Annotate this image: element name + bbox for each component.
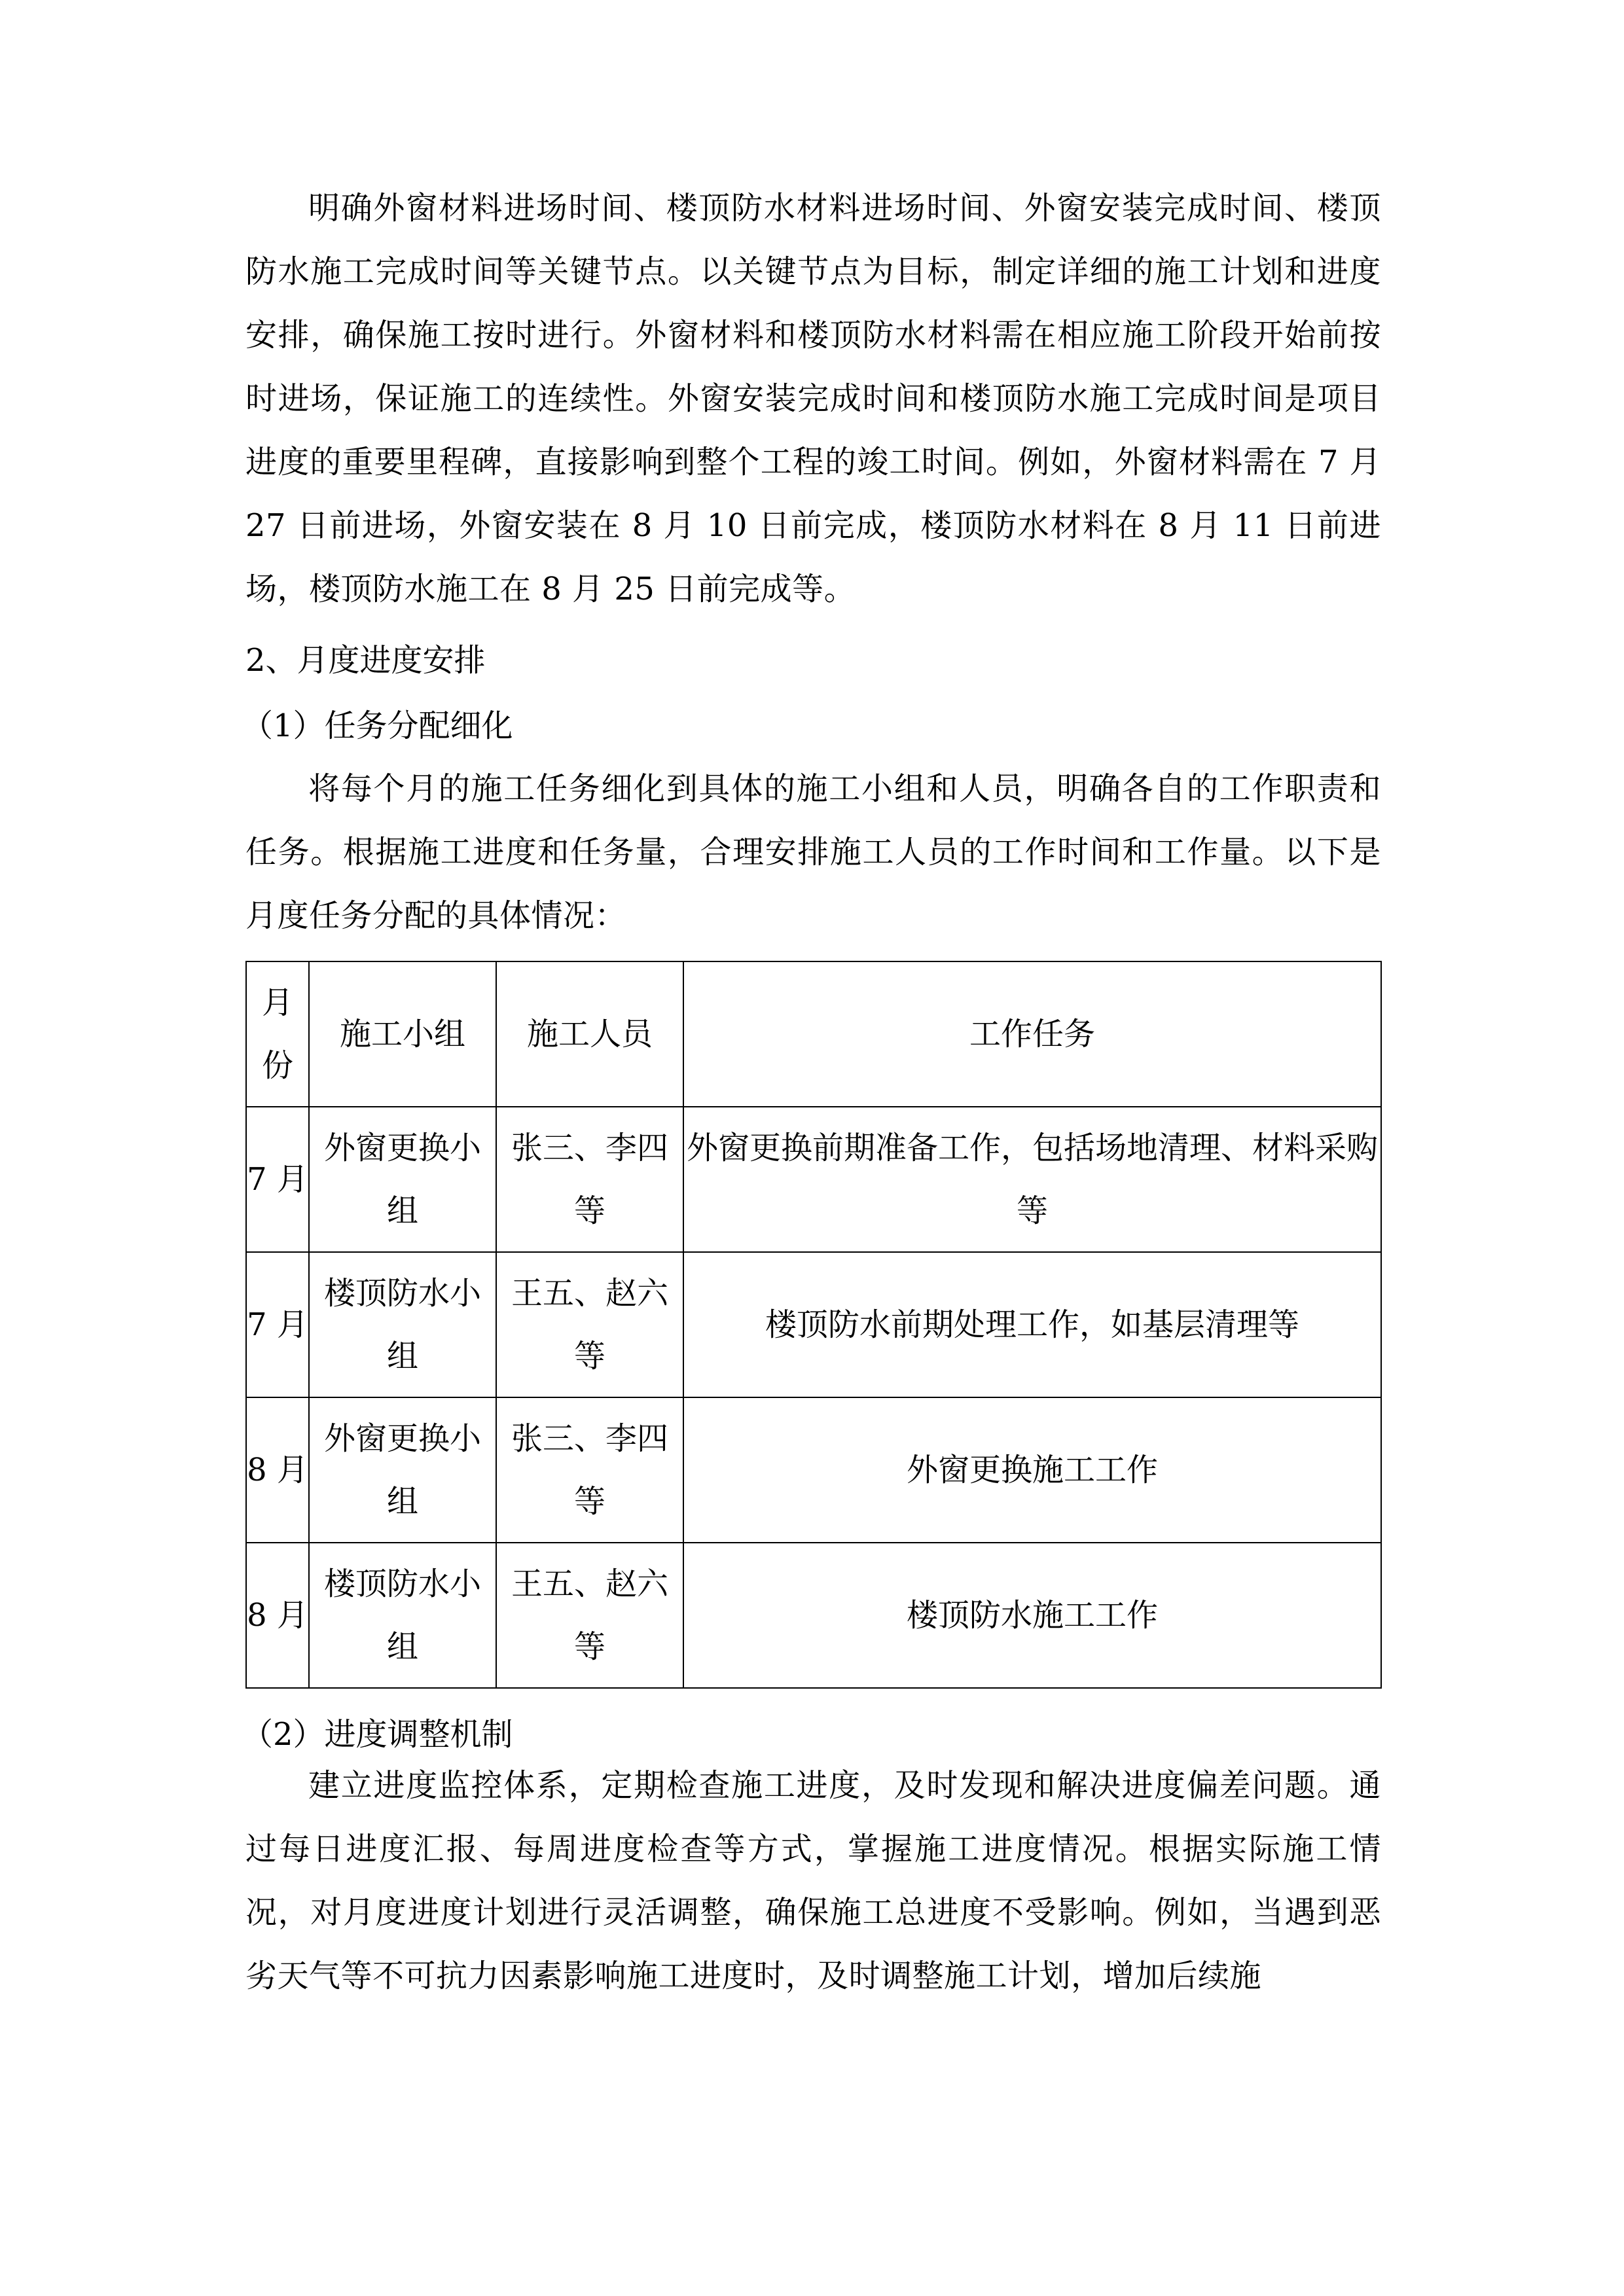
table-row	[246, 1397, 1381, 1543]
header-month: 月份	[246, 961, 309, 1107]
intro-paragraph: 明确外窗材料进场时间、楼顶防水材料进场时间、外窗安装完成时间、楼顶防水施工完成时间等关键节点。以关键节点为目标，制定详细的施工计划和进度安排，确保施工按时进行。外窗材料和楼顶防水材料需在相应施工阶段开始前按时进场，保证施工的连续性。外窗安装完成时间和楼顶防水施工完成时间是项目进度的重要里程碑，直接影响到整个工程的竣工时间。例如，外窗材料需在 7 月 27 日前进场，外窗安装在 8 月 10 日前完成，楼顶防水材料在 8 月 11 日前进场，楼顶防水施工在 8 月 25 日前完成等。	[245, 190, 1381, 607]
subsection-heading-task-allocation: （1）任务分配细化	[242, 708, 513, 744]
cell-group: 楼顶防水小组	[309, 1543, 496, 1688]
table-row	[246, 1107, 1381, 1252]
table-header-row	[246, 961, 1381, 1107]
cell-task: 楼顶防水前期处理工作，如基层清理等	[683, 1252, 1381, 1397]
cell-task: 楼顶防水施工工作	[683, 1543, 1381, 1688]
cell-task: 外窗更换施工工作	[683, 1397, 1381, 1543]
document-body	[242, 177, 1381, 2008]
cell-people: 王五、赵六等	[496, 1252, 683, 1397]
table-row	[246, 1252, 1381, 1397]
table-row	[246, 1543, 1381, 1688]
cell-group: 外窗更换小组	[309, 1397, 496, 1543]
cell-month: 7 月	[246, 1107, 309, 1252]
monthly-task-table	[245, 961, 1382, 1689]
schedule-adjustment-paragraph: 建立进度监控体系，定期检查施工进度，及时发现和解决进度偏差问题。通过每日进度汇报、每周进度检查等方式，掌握施工进度情况。根据实际施工情况，对月度进度计划进行灵活调整，确保施工总进度不受影响。例如，当遇到恶劣天气等不可抗力因素影响施工进度时，及时调整施工计划，增加后续施	[245, 1767, 1381, 1994]
header-task: 工作任务	[683, 961, 1381, 1107]
subsection-heading-schedule-adjustment: （2）进度调整机制	[242, 1716, 513, 1753]
cell-people: 张三、李四等	[496, 1107, 683, 1252]
cell-month: 8 月	[246, 1397, 309, 1543]
cell-month: 8 月	[246, 1543, 309, 1688]
cell-group: 楼顶防水小组	[309, 1252, 496, 1397]
header-people: 施工人员	[496, 961, 683, 1107]
task-allocation-paragraph: 将每个月的施工任务细化到具体的施工小组和人员，明确各自的工作职责和任务。根据施工进度和任务量，合理安排施工人员的工作时间和工作量。以下是月度任务分配的具体情况：	[245, 770, 1381, 934]
cell-month: 7 月	[246, 1252, 309, 1397]
section-heading-monthly-schedule: 2、月度进度安排	[245, 642, 486, 679]
header-group: 施工小组	[309, 961, 496, 1107]
cell-group: 外窗更换小组	[309, 1107, 496, 1252]
cell-people: 张三、李四等	[496, 1397, 683, 1543]
cell-task: 外窗更换前期准备工作，包括场地清理、材料采购等	[683, 1107, 1381, 1252]
cell-people: 王五、赵六等	[496, 1543, 683, 1688]
